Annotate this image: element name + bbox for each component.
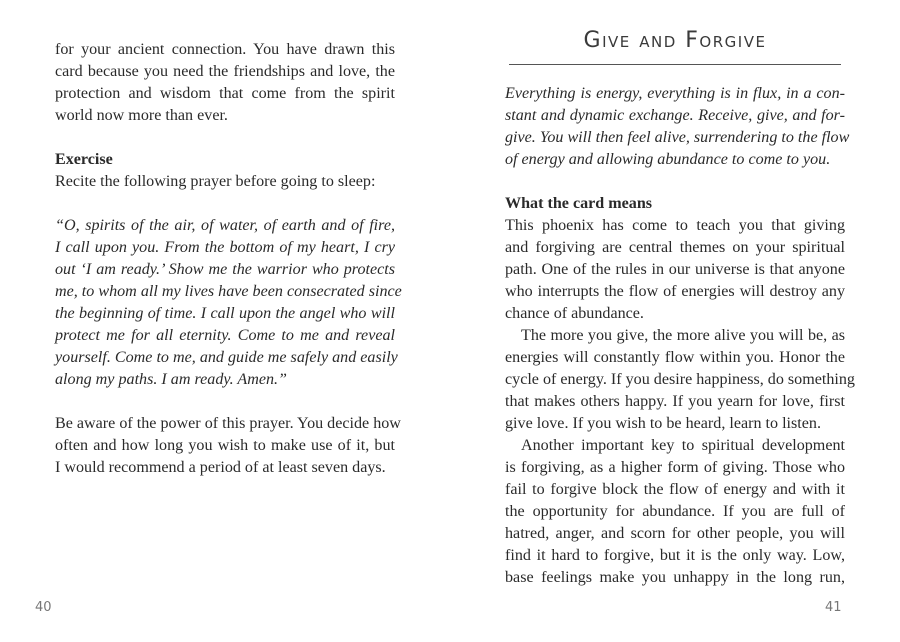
text-line: base feelings make you unhappy in the long run, [505, 569, 845, 586]
title-divider [509, 64, 841, 65]
exercise-heading: Exercise [55, 151, 113, 168]
text-line: protect me for all eternity. Come to me and reveal [55, 327, 395, 344]
right-page-text [505, 83, 855, 589]
section-heading: What the card means [505, 195, 653, 212]
text-line: chance of abundance. [505, 305, 644, 322]
text-line: protection and wisdom that come from the spirit [55, 85, 395, 102]
text-line: energies will constantly flow within you. Honor the [505, 349, 845, 366]
text-line: me, to whom all my lives have been consecrated since [55, 283, 402, 300]
right-paragraph-1 [505, 215, 845, 325]
text-line: Be aware of the power of this prayer. You decide how [55, 415, 401, 432]
text-line: that makes others happy. If you yearn for love, first [505, 393, 845, 410]
text-line: for your ancient connection. You have drawn this [55, 41, 395, 58]
text-line: and forgiving are central themes on your spiritual [505, 239, 845, 256]
text-line: I would recommend a period of at least seven days. [55, 459, 386, 476]
text-line: of energy and allowing abundance to come to you. [505, 151, 831, 168]
text-line: Everything is energy, everything is in flux, in a con- [505, 85, 845, 102]
text-line: the beginning of time. I call upon the angel who will [55, 305, 395, 322]
text-line: card because you need the friendships and love, the [55, 63, 395, 80]
text-line: yourself. Come to me, and guide me safely and easily [55, 349, 398, 366]
text-line: Another important key to spiritual development [521, 437, 845, 454]
text-line: is forgiving, as a higher form of giving. Those who [505, 459, 845, 476]
text-line: path. One of the rules in our universe is that anyone [505, 261, 845, 278]
text-line: stant and dynamic exchange. Receive, give, and for- [505, 107, 845, 124]
left-page [35, 0, 402, 642]
text-line: The more you give, the more alive you will be, as [521, 327, 845, 344]
text-line: give love. If you wish to be heard, learn to listen. [505, 415, 821, 432]
right-page [505, 0, 855, 642]
right-paragraph-2 [505, 325, 855, 435]
text-line: hatred, anger, and scorn for other people, you will [505, 525, 845, 542]
text-line: cycle of energy. If you desire happiness, do something [505, 371, 855, 388]
text-line: often and how long you wish to make use of it, but [55, 437, 395, 454]
text-line: find it hard to forgive, but it is the only way. Low, [505, 547, 845, 564]
right-paragraph-3 [505, 435, 845, 589]
text-line: give. You will then feel alive, surrendering to the flow [505, 129, 850, 146]
left-paragraph-1 [55, 39, 395, 127]
text-line: along my paths. I am ready. Amen.” [55, 371, 287, 388]
left-paragraph-3 [55, 413, 401, 479]
text-line: fail to forgive block the flow of energy and with it [505, 481, 845, 498]
exercise-intro: Recite the following prayer before going to sleep: [55, 173, 376, 190]
text-line: I call upon you. From the bottom of my heart, I cry [55, 239, 395, 256]
text-line: the opportunity for abundance. If you are full of [505, 503, 845, 520]
chapter-title: Give and Forgive [583, 28, 767, 53]
text-line: who interrupts the flow of energies will destroy any [505, 283, 845, 300]
prayer-text [55, 215, 402, 391]
text-line: “O, spirits of the air, of water, of earth and of fire, [55, 217, 395, 234]
page-number: 41 [825, 600, 842, 615]
text-line: This phoenix has come to teach you that giving [505, 217, 845, 234]
left-page-text [55, 39, 402, 479]
text-line: out ‘I am ready.’ Show me the warrior who protects [55, 261, 395, 278]
chapter-intro [505, 83, 850, 171]
text-line: world now more than ever. [55, 107, 228, 124]
page-number: 40 [35, 600, 52, 615]
